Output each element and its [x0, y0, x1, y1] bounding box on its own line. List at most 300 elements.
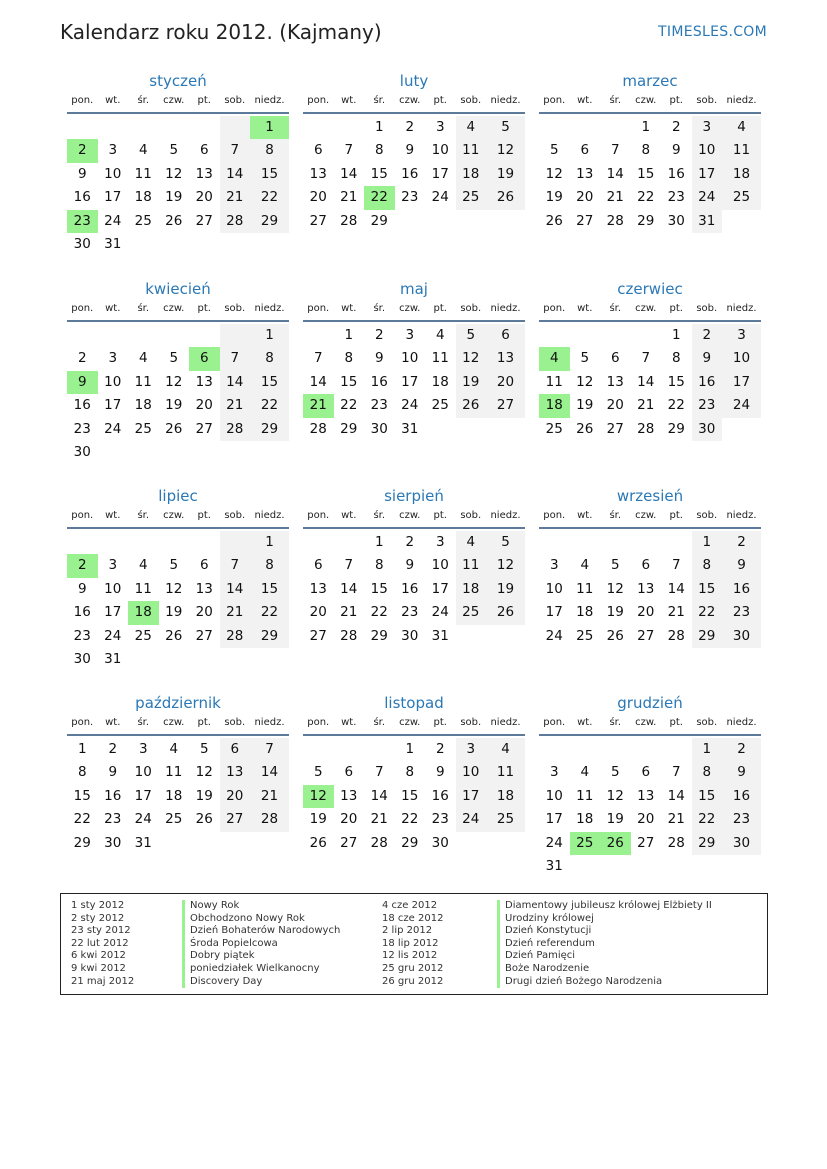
day-cell[interactable]: 4 — [580, 764, 590, 781]
day-cell[interactable]: 11 — [576, 580, 594, 597]
day-cell[interactable]: 31 — [134, 834, 152, 851]
day-cell[interactable]: 1 — [250, 324, 289, 347]
day-cell[interactable]: 11 — [134, 580, 152, 597]
day-cell[interactable]: 27 — [309, 627, 327, 644]
holiday-day-cell[interactable]: 25 — [570, 832, 601, 855]
day-cell[interactable]: 12 — [486, 554, 525, 577]
day-cell[interactable]: 13 — [195, 165, 213, 182]
day-cell[interactable]: 25 — [431, 397, 449, 414]
day-cell[interactable]: 30 — [692, 418, 723, 441]
day-cell[interactable]: 27 — [220, 808, 251, 831]
day-cell[interactable]: 6 — [220, 738, 251, 761]
day-cell[interactable]: 7 — [671, 764, 681, 781]
day-cell[interactable]: 1 — [641, 119, 651, 135]
day-cell[interactable]: 10 — [545, 580, 563, 597]
day-cell[interactable]: 8 — [671, 350, 681, 367]
day-cell[interactable]: 17 — [104, 604, 122, 621]
day-cell[interactable]: 14 — [606, 165, 624, 182]
day-cell[interactable]: 22 — [250, 186, 289, 209]
day-cell[interactable]: 8 — [374, 142, 384, 159]
day-cell[interactable]: 7 — [344, 142, 354, 159]
day-cell[interactable]: 28 — [667, 834, 685, 851]
day-cell[interactable]: 15 — [692, 578, 723, 601]
day-cell[interactable]: 30 — [73, 650, 91, 667]
day-cell[interactable]: 20 — [309, 604, 327, 621]
day-cell[interactable]: 11 — [545, 373, 563, 390]
day-cell[interactable]: 11 — [456, 139, 487, 162]
day-cell[interactable]: 19 — [606, 604, 624, 621]
day-cell[interactable]: 4 — [435, 327, 445, 343]
day-cell[interactable]: 16 — [667, 165, 685, 182]
day-cell[interactable]: 23 — [104, 811, 122, 828]
day-cell[interactable]: 3 — [108, 557, 118, 574]
day-cell[interactable]: 22 — [250, 601, 289, 624]
day-cell[interactable]: 29 — [250, 625, 289, 648]
day-cell[interactable]: 27 — [340, 834, 358, 851]
day-cell[interactable]: 3 — [108, 350, 118, 367]
day-cell[interactable]: 8 — [405, 764, 415, 781]
day-cell[interactable]: 7 — [220, 347, 251, 370]
holiday-day-cell[interactable]: 23 — [67, 210, 98, 233]
day-cell[interactable]: 17 — [104, 397, 122, 414]
day-cell[interactable]: 16 — [692, 371, 723, 394]
day-cell[interactable]: 15 — [370, 165, 388, 182]
day-cell[interactable]: 27 — [195, 212, 213, 229]
day-cell[interactable]: 8 — [641, 142, 651, 159]
day-cell[interactable]: 14 — [220, 371, 251, 394]
day-cell[interactable]: 10 — [431, 142, 449, 159]
day-cell[interactable]: 15 — [250, 578, 289, 601]
day-cell[interactable]: 7 — [220, 139, 251, 162]
day-cell[interactable]: 20 — [486, 371, 525, 394]
day-cell[interactable]: 6 — [641, 557, 651, 574]
day-cell[interactable]: 17 — [134, 787, 152, 804]
day-cell[interactable]: 14 — [250, 761, 289, 784]
day-cell[interactable]: 24 — [456, 808, 487, 831]
day-cell[interactable]: 14 — [667, 580, 685, 597]
day-cell[interactable]: 12 — [576, 373, 594, 390]
day-cell[interactable]: 16 — [722, 578, 761, 601]
holiday-day-cell[interactable]: 22 — [364, 186, 395, 209]
day-cell[interactable]: 26 — [195, 811, 213, 828]
holiday-day-cell[interactable]: 6 — [189, 347, 220, 370]
day-cell[interactable]: 6 — [610, 350, 620, 367]
day-cell[interactable]: 3 — [138, 741, 148, 757]
day-cell[interactable]: 15 — [340, 373, 358, 390]
day-cell[interactable]: 7 — [344, 557, 354, 574]
day-cell[interactable]: 19 — [165, 189, 183, 206]
day-cell[interactable]: 31 — [545, 857, 563, 874]
day-cell[interactable]: 29 — [250, 210, 289, 233]
day-cell[interactable]: 14 — [340, 580, 358, 597]
day-cell[interactable]: 21 — [370, 811, 388, 828]
day-cell[interactable]: 30 — [722, 625, 761, 648]
day-cell[interactable]: 22 — [637, 189, 655, 206]
day-cell[interactable]: 9 — [108, 764, 118, 781]
day-cell[interactable]: 16 — [104, 787, 122, 804]
day-cell[interactable]: 13 — [606, 373, 624, 390]
day-cell[interactable]: 10 — [134, 764, 152, 781]
day-cell[interactable]: 12 — [165, 373, 183, 390]
day-cell[interactable]: 22 — [370, 604, 388, 621]
day-cell[interactable]: 4 — [138, 142, 148, 159]
day-cell[interactable]: 29 — [340, 420, 358, 437]
day-cell[interactable]: 9 — [692, 347, 723, 370]
day-cell[interactable]: 28 — [606, 212, 624, 229]
day-cell[interactable]: 19 — [486, 578, 525, 601]
day-cell[interactable]: 6 — [313, 142, 323, 159]
day-cell[interactable]: 20 — [340, 811, 358, 828]
day-cell[interactable]: 5 — [549, 142, 559, 159]
day-cell[interactable]: 28 — [220, 210, 251, 233]
day-cell[interactable]: 25 — [545, 420, 563, 437]
day-cell[interactable]: 7 — [671, 557, 681, 574]
day-cell[interactable]: 28 — [370, 834, 388, 851]
day-cell[interactable]: 8 — [77, 764, 87, 781]
day-cell[interactable]: 6 — [313, 557, 323, 574]
day-cell[interactable]: 2 — [722, 738, 761, 761]
day-cell[interactable]: 14 — [220, 163, 251, 186]
holiday-day-cell[interactable]: 21 — [303, 394, 334, 417]
day-cell[interactable]: 22 — [692, 808, 723, 831]
day-cell[interactable]: 28 — [667, 627, 685, 644]
day-cell[interactable]: 14 — [667, 787, 685, 804]
day-cell[interactable]: 15 — [73, 787, 91, 804]
day-cell[interactable]: 16 — [73, 604, 91, 621]
day-cell[interactable]: 11 — [456, 554, 487, 577]
day-cell[interactable]: 14 — [220, 578, 251, 601]
day-cell[interactable]: 20 — [195, 397, 213, 414]
day-cell[interactable]: 24 — [104, 627, 122, 644]
day-cell[interactable]: 18 — [431, 373, 449, 390]
holiday-day-cell[interactable]: 18 — [539, 394, 570, 417]
day-cell[interactable]: 4 — [722, 116, 761, 139]
day-cell[interactable]: 3 — [108, 142, 118, 159]
day-cell[interactable]: 21 — [250, 785, 289, 808]
day-cell[interactable]: 16 — [431, 787, 449, 804]
day-cell[interactable]: 14 — [340, 165, 358, 182]
day-cell[interactable]: 4 — [580, 557, 590, 574]
day-cell[interactable]: 22 — [692, 601, 723, 624]
day-cell[interactable]: 17 — [545, 811, 563, 828]
day-cell[interactable]: 11 — [134, 373, 152, 390]
day-cell[interactable]: 19 — [545, 189, 563, 206]
day-cell[interactable]: 6 — [344, 764, 354, 781]
day-cell[interactable]: 4 — [456, 531, 487, 554]
day-cell[interactable]: 15 — [250, 163, 289, 186]
day-cell[interactable]: 30 — [401, 627, 419, 644]
day-cell[interactable]: 28 — [637, 420, 655, 437]
day-cell[interactable]: 23 — [370, 397, 388, 414]
day-cell[interactable]: 25 — [576, 627, 594, 644]
day-cell[interactable]: 9 — [435, 764, 445, 781]
day-cell[interactable]: 5 — [486, 531, 525, 554]
holiday-day-cell[interactable]: 4 — [539, 347, 570, 370]
day-cell[interactable]: 21 — [637, 397, 655, 414]
day-cell[interactable]: 23 — [401, 604, 419, 621]
day-cell[interactable]: 21 — [220, 186, 251, 209]
day-cell[interactable]: 16 — [401, 580, 419, 597]
day-cell[interactable]: 15 — [401, 787, 419, 804]
day-cell[interactable]: 4 — [486, 738, 525, 761]
day-cell[interactable]: 15 — [667, 373, 685, 390]
day-cell[interactable]: 17 — [104, 189, 122, 206]
day-cell[interactable]: 11 — [165, 764, 183, 781]
day-cell[interactable]: 3 — [456, 738, 487, 761]
day-cell[interactable]: 23 — [73, 420, 91, 437]
day-cell[interactable]: 25 — [134, 627, 152, 644]
day-cell[interactable]: 21 — [340, 604, 358, 621]
day-cell[interactable]: 17 — [431, 580, 449, 597]
day-cell[interactable]: 9 — [77, 580, 87, 597]
day-cell[interactable]: 8 — [692, 554, 723, 577]
day-cell[interactable]: 29 — [370, 212, 388, 229]
day-cell[interactable]: 15 — [370, 580, 388, 597]
day-cell[interactable]: 10 — [722, 347, 761, 370]
day-cell[interactable]: 11 — [486, 761, 525, 784]
day-cell[interactable]: 13 — [576, 165, 594, 182]
day-cell[interactable]: 5 — [199, 741, 209, 757]
day-cell[interactable]: 3 — [549, 764, 559, 781]
day-cell[interactable]: 24 — [545, 627, 563, 644]
day-cell[interactable]: 28 — [340, 212, 358, 229]
day-cell[interactable]: 30 — [431, 834, 449, 851]
day-cell[interactable]: 13 — [340, 787, 358, 804]
day-cell[interactable]: 21 — [606, 189, 624, 206]
day-cell[interactable]: 26 — [165, 627, 183, 644]
day-cell[interactable]: 13 — [309, 580, 327, 597]
day-cell[interactable]: 12 — [606, 787, 624, 804]
day-cell[interactable]: 25 — [456, 601, 487, 624]
day-cell[interactable]: 21 — [667, 604, 685, 621]
day-cell[interactable]: 17 — [545, 604, 563, 621]
day-cell[interactable]: 14 — [370, 787, 388, 804]
day-cell[interactable]: 27 — [576, 212, 594, 229]
day-cell[interactable]: 26 — [545, 212, 563, 229]
day-cell[interactable]: 25 — [486, 808, 525, 831]
day-cell[interactable]: 24 — [104, 212, 122, 229]
day-cell[interactable]: 12 — [606, 580, 624, 597]
day-cell[interactable]: 8 — [692, 761, 723, 784]
day-cell[interactable]: 3 — [549, 557, 559, 574]
day-cell[interactable]: 23 — [722, 808, 761, 831]
day-cell[interactable]: 7 — [313, 350, 323, 367]
day-cell[interactable]: 23 — [692, 394, 723, 417]
day-cell[interactable]: 21 — [340, 189, 358, 206]
holiday-day-cell[interactable]: 18 — [128, 601, 159, 624]
day-cell[interactable]: 10 — [692, 139, 723, 162]
day-cell[interactable]: 8 — [374, 557, 384, 574]
day-cell[interactable]: 12 — [486, 139, 525, 162]
day-cell[interactable]: 20 — [606, 397, 624, 414]
day-cell[interactable]: 17 — [456, 785, 487, 808]
day-cell[interactable]: 26 — [486, 186, 525, 209]
holiday-day-cell[interactable]: 12 — [303, 785, 334, 808]
day-cell[interactable]: 18 — [456, 578, 487, 601]
day-cell[interactable]: 16 — [370, 373, 388, 390]
day-cell[interactable]: 23 — [401, 189, 419, 206]
day-cell[interactable]: 5 — [610, 557, 620, 574]
day-cell[interactable]: 22 — [667, 397, 685, 414]
day-cell[interactable]: 2 — [671, 119, 681, 135]
day-cell[interactable]: 10 — [104, 373, 122, 390]
day-cell[interactable]: 9 — [405, 142, 415, 159]
day-cell[interactable]: 17 — [401, 373, 419, 390]
day-cell[interactable]: 24 — [431, 189, 449, 206]
day-cell[interactable]: 10 — [456, 761, 487, 784]
day-cell[interactable]: 6 — [199, 142, 209, 159]
day-cell[interactable]: 26 — [486, 601, 525, 624]
day-cell[interactable]: 23 — [431, 811, 449, 828]
day-cell[interactable]: 28 — [250, 808, 289, 831]
day-cell[interactable]: 11 — [431, 350, 449, 367]
day-cell[interactable]: 29 — [250, 418, 289, 441]
day-cell[interactable]: 30 — [104, 834, 122, 851]
day-cell[interactable]: 16 — [73, 189, 91, 206]
day-cell[interactable]: 30 — [73, 235, 91, 252]
day-cell[interactable]: 12 — [545, 165, 563, 182]
day-cell[interactable]: 29 — [73, 834, 91, 851]
day-cell[interactable]: 4 — [138, 557, 148, 574]
day-cell[interactable]: 2 — [405, 534, 415, 550]
day-cell[interactable]: 10 — [104, 580, 122, 597]
day-cell[interactable]: 22 — [401, 811, 419, 828]
day-cell[interactable]: 9 — [671, 142, 681, 159]
day-cell[interactable]: 18 — [134, 397, 152, 414]
day-cell[interactable]: 13 — [637, 787, 655, 804]
day-cell[interactable]: 5 — [169, 350, 179, 367]
day-cell[interactable]: 3 — [405, 327, 415, 343]
day-cell[interactable]: 5 — [486, 116, 525, 139]
day-cell[interactable]: 19 — [165, 397, 183, 414]
day-cell[interactable]: 19 — [195, 787, 213, 804]
day-cell[interactable]: 5 — [313, 764, 323, 781]
day-cell[interactable]: 31 — [692, 210, 723, 233]
day-cell[interactable]: 4 — [169, 741, 179, 757]
day-cell[interactable]: 13 — [195, 373, 213, 390]
day-cell[interactable]: 15 — [692, 785, 723, 808]
day-cell[interactable]: 19 — [165, 604, 183, 621]
day-cell[interactable]: 29 — [692, 625, 723, 648]
day-cell[interactable]: 21 — [220, 394, 251, 417]
day-cell[interactable]: 9 — [374, 350, 384, 367]
day-cell[interactable]: 2 — [374, 327, 384, 343]
day-cell[interactable]: 26 — [309, 834, 327, 851]
day-cell[interactable]: 20 — [637, 604, 655, 621]
day-cell[interactable]: 16 — [722, 785, 761, 808]
day-cell[interactable]: 25 — [722, 186, 761, 209]
day-cell[interactable]: 18 — [134, 189, 152, 206]
day-cell[interactable]: 10 — [545, 787, 563, 804]
day-cell[interactable]: 9 — [722, 554, 761, 577]
day-cell[interactable]: 21 — [667, 811, 685, 828]
day-cell[interactable]: 21 — [220, 601, 251, 624]
day-cell[interactable]: 9 — [722, 761, 761, 784]
day-cell[interactable]: 20 — [195, 189, 213, 206]
day-cell[interactable]: 26 — [456, 394, 487, 417]
day-cell[interactable]: 1 — [374, 119, 384, 135]
day-cell[interactable]: 10 — [401, 350, 419, 367]
day-cell[interactable]: 5 — [580, 350, 590, 367]
day-cell[interactable]: 9 — [405, 557, 415, 574]
day-cell[interactable]: 7 — [610, 142, 620, 159]
day-cell[interactable]: 27 — [486, 394, 525, 417]
day-cell[interactable]: 30 — [722, 832, 761, 855]
day-cell[interactable]: 1 — [374, 534, 384, 550]
day-cell[interactable]: 25 — [165, 811, 183, 828]
day-cell[interactable]: 19 — [456, 371, 487, 394]
day-cell[interactable]: 7 — [641, 350, 651, 367]
day-cell[interactable]: 31 — [104, 235, 122, 252]
day-cell[interactable]: 8 — [250, 139, 289, 162]
day-cell[interactable]: 2 — [77, 350, 87, 367]
site-logo[interactable]: TIMESLES.COM — [658, 24, 767, 40]
holiday-day-cell[interactable]: 26 — [600, 832, 631, 855]
day-cell[interactable]: 12 — [456, 347, 487, 370]
day-cell[interactable]: 29 — [637, 212, 655, 229]
day-cell[interactable]: 28 — [220, 418, 251, 441]
day-cell[interactable]: 2 — [692, 324, 723, 347]
day-cell[interactable]: 9 — [77, 165, 87, 182]
day-cell[interactable]: 11 — [134, 165, 152, 182]
day-cell[interactable]: 1 — [405, 741, 415, 757]
day-cell[interactable]: 8 — [250, 554, 289, 577]
day-cell[interactable]: 29 — [401, 834, 419, 851]
day-cell[interactable]: 28 — [340, 627, 358, 644]
day-cell[interactable]: 2 — [435, 741, 445, 757]
day-cell[interactable]: 19 — [309, 811, 327, 828]
day-cell[interactable]: 11 — [576, 787, 594, 804]
day-cell[interactable]: 26 — [165, 212, 183, 229]
day-cell[interactable]: 13 — [220, 761, 251, 784]
day-cell[interactable]: 4 — [456, 116, 487, 139]
day-cell[interactable]: 25 — [134, 212, 152, 229]
day-cell[interactable]: 24 — [692, 186, 723, 209]
day-cell[interactable]: 26 — [606, 627, 624, 644]
holiday-day-cell[interactable]: 1 — [250, 116, 289, 139]
holiday-day-cell[interactable]: 9 — [67, 371, 98, 394]
day-cell[interactable]: 18 — [722, 163, 761, 186]
day-cell[interactable]: 5 — [456, 324, 487, 347]
day-cell[interactable]: 2 — [405, 119, 415, 135]
day-cell[interactable]: 28 — [309, 420, 327, 437]
day-cell[interactable]: 8 — [250, 347, 289, 370]
day-cell[interactable]: 18 — [456, 163, 487, 186]
day-cell[interactable]: 3 — [722, 324, 761, 347]
day-cell[interactable]: 20 — [576, 189, 594, 206]
day-cell[interactable]: 1 — [344, 327, 354, 343]
day-cell[interactable]: 15 — [250, 371, 289, 394]
day-cell[interactable]: 16 — [401, 165, 419, 182]
day-cell[interactable]: 2 — [722, 531, 761, 554]
holiday-day-cell[interactable]: 2 — [67, 139, 98, 162]
day-cell[interactable]: 13 — [195, 580, 213, 597]
day-cell[interactable]: 17 — [431, 165, 449, 182]
day-cell[interactable]: 6 — [580, 142, 590, 159]
day-cell[interactable]: 19 — [486, 163, 525, 186]
day-cell[interactable]: 1 — [692, 531, 723, 554]
day-cell[interactable]: 15 — [637, 165, 655, 182]
day-cell[interactable]: 27 — [195, 420, 213, 437]
day-cell[interactable]: 17 — [722, 371, 761, 394]
holiday-day-cell[interactable]: 2 — [67, 554, 98, 577]
day-cell[interactable]: 22 — [340, 397, 358, 414]
day-cell[interactable]: 7 — [220, 554, 251, 577]
day-cell[interactable]: 3 — [435, 119, 445, 135]
day-cell[interactable]: 13 — [486, 347, 525, 370]
day-cell[interactable]: 24 — [545, 834, 563, 851]
day-cell[interactable]: 18 — [486, 785, 525, 808]
